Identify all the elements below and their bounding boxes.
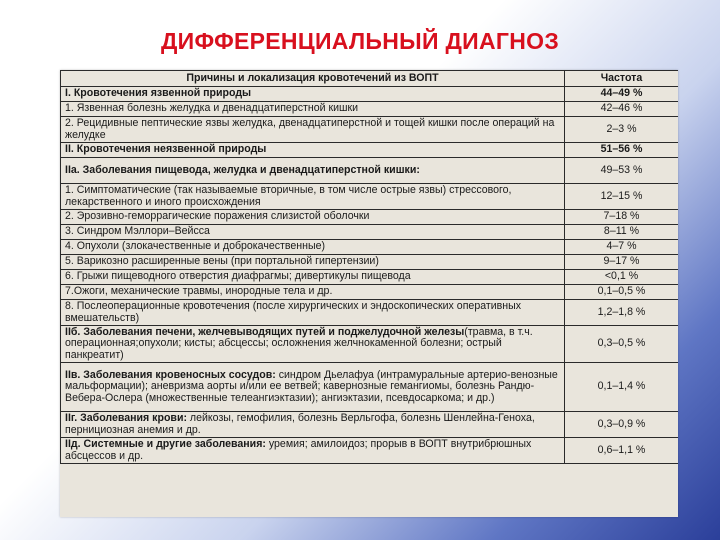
frequency-cell: 9–17 % xyxy=(565,255,679,270)
cause-heading: IIб. Заболевания печени, желчевыводящих путей и поджелудочной железы xyxy=(65,325,465,338)
frequency-cell: 7–18 % xyxy=(565,210,679,225)
frequency-cell: 8–11 % xyxy=(565,225,679,240)
cause-heading: IIд. Системные и другие заболевания: xyxy=(65,437,266,450)
cause-cell: 3. Синдром Мэллори–Вейсса xyxy=(61,225,565,240)
cause-detail: уремия; амилоидоз; прорыв в ВОПТ внутрибрюшных абсцессов и др. xyxy=(65,437,532,462)
cause-heading: IIв. Заболевания кровеносных сосудов: xyxy=(65,368,276,381)
frequency-cell: 49–53 % xyxy=(565,158,679,184)
cause-cell: IIa. Заболевания пищевода, желудка и двенадцатиперстной кишки: xyxy=(61,158,565,184)
table-row xyxy=(61,184,679,210)
cause-cell: 6. Грыжи пищеводного отверстия диафрагмы; дивертикулы пищевода xyxy=(61,270,565,285)
frequency-cell: 0,6–1,1 % xyxy=(565,438,679,464)
table-row xyxy=(61,102,679,117)
table-row xyxy=(61,210,679,225)
cause-cell: II. Кровотечения неязвенной природы xyxy=(61,143,565,158)
table-row xyxy=(61,326,679,363)
frequency-cell: 1,2–1,8 % xyxy=(565,300,679,326)
frequency-cell: 51–56 % xyxy=(565,143,679,158)
frequency-cell: 4–7 % xyxy=(565,240,679,255)
table-row xyxy=(61,270,679,285)
cause-cell: 5. Варикозно расширенные вены (при портальной гипертензии) xyxy=(61,255,565,270)
frequency-cell: 2–3 % xyxy=(565,117,679,143)
table-row xyxy=(61,240,679,255)
frequency-cell: 42–46 % xyxy=(565,102,679,117)
frequency-cell: 44–49 % xyxy=(565,87,679,102)
cause-cell: 1. Симптоматические (так называемые вторичные, в том числе острые язвы) стрессового, лекарственного и иного происхождения xyxy=(61,184,565,210)
slide-title: ДИФФЕРЕНЦИАЛЬНЫЙ ДИАГНОЗ xyxy=(160,28,560,54)
cause-detail: (травма, в т.ч. операционная;опухоли; кисты; абсцессы; осложнения желчнокаменной болезни; острый панкреатит) xyxy=(65,325,533,361)
table-row xyxy=(61,438,679,464)
cause-cell xyxy=(61,326,565,363)
cause-detail: лейкозы, гемофилия, болезнь Верльгофа, болезнь Шенлейна-Геноха, пернициозная анемия и др. xyxy=(65,411,535,436)
cause-cell: 8. Послеоперационные кровотечения (после хирургических и эндоскопических оперативных вмешательств) xyxy=(61,300,565,326)
cause-detail: синдром Дьелафуа (интрамуральные артерио-венозные мальформации); аневризма аорты и/или ее ветвей; кавернозные гемангиомы, болезнь Рандю-Вебера-Ослера (множественные телеангиэктазии); ангиэктазии, псевдосаркома; и др.) xyxy=(65,368,558,404)
table-row xyxy=(61,158,679,184)
frequency-cell: 0,1–1,4 % xyxy=(565,363,679,412)
cause-cell: 1. Язвенная болезнь желудка и двенадцатиперстной кишки xyxy=(61,102,565,117)
cause-cell xyxy=(61,363,565,412)
header-cause: Причины и локализация кровотечений из ВОПТ xyxy=(61,71,565,87)
table-row xyxy=(61,363,679,412)
header-frequency: Частота xyxy=(565,71,679,87)
cause-cell: 4. Опухоли (злокачественные и доброкачественные) xyxy=(61,240,565,255)
table-row xyxy=(61,87,679,102)
cause-cell: 2. Рецидивные пептические язвы желудка, двенадцатиперстной и тощей кишки после операций на желудке xyxy=(61,117,565,143)
table-row xyxy=(61,300,679,326)
table-row xyxy=(61,117,679,143)
frequency-cell: <0,1 % xyxy=(565,270,679,285)
cause-cell: 7.Ожоги, механические травмы, инородные тела и др. xyxy=(61,285,565,300)
frequency-cell: 12–15 % xyxy=(565,184,679,210)
frequency-cell: 0,1–0,5 % xyxy=(565,285,679,300)
table-row xyxy=(61,255,679,270)
frequency-cell: 0,3–0,5 % xyxy=(565,326,679,363)
table-row xyxy=(61,225,679,240)
table-row xyxy=(61,412,679,438)
table-row xyxy=(61,143,679,158)
cause-cell: I. Кровотечения язвенной природы xyxy=(61,87,565,102)
cause-heading: IIг. Заболевания крови: xyxy=(65,411,187,424)
table-row xyxy=(61,285,679,300)
cause-cell xyxy=(61,438,565,464)
cause-cell xyxy=(61,412,565,438)
differential-diagnosis-table xyxy=(60,70,678,517)
frequency-cell: 0,3–0,9 % xyxy=(565,412,679,438)
cause-cell: 2. Эрозивно-геморрагические поражения слизистой оболочки xyxy=(61,210,565,225)
